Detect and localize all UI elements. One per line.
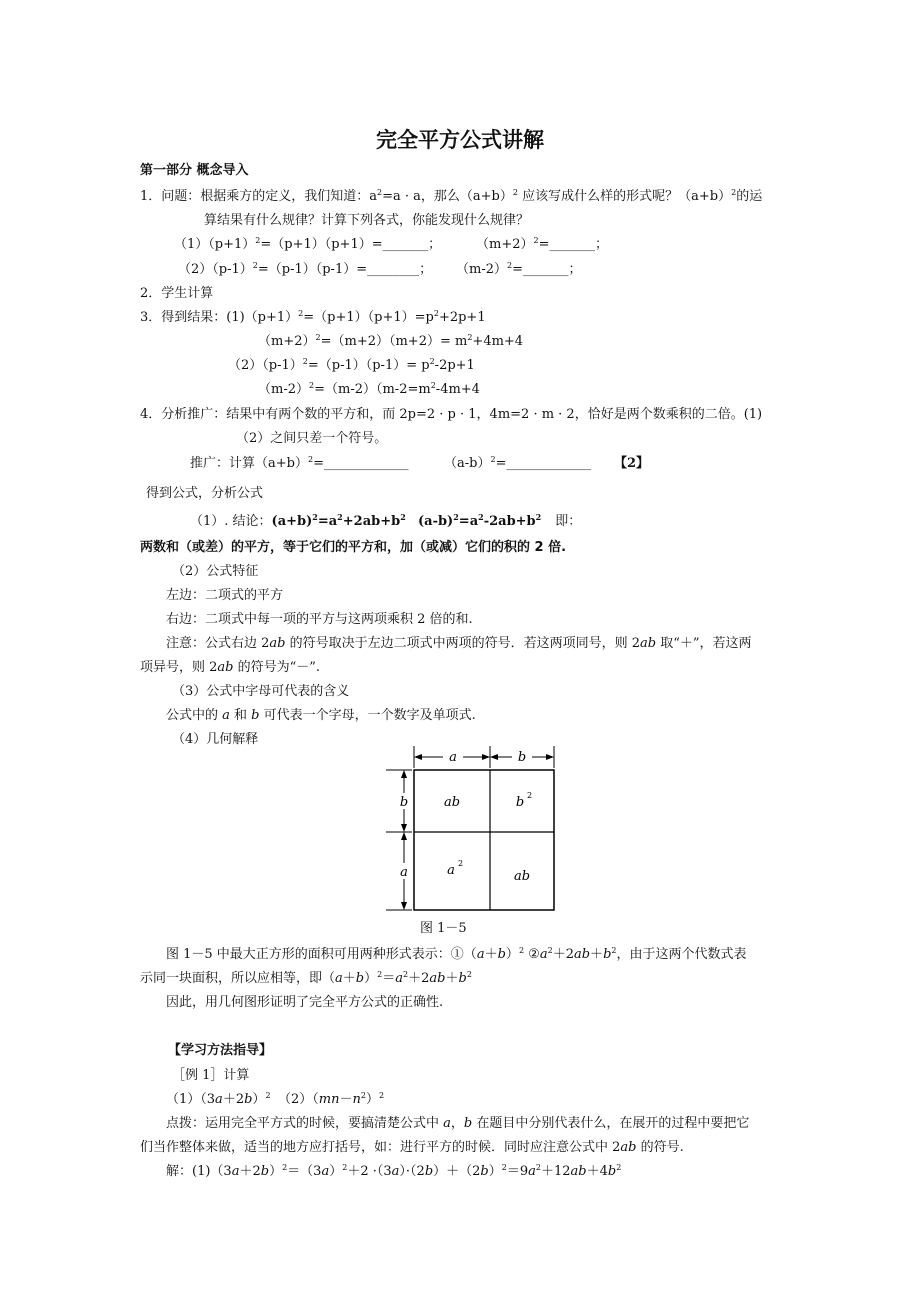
conclusion-line: （1）. 结论：$(a+b)^2=a^2+2ab+b^2$	[190, 512, 406, 529]
arrow-head	[401, 824, 407, 832]
method-heading: 【学习方法指导】	[168, 1043, 273, 1058]
geometry-figure	[384, 744, 564, 916]
generalize-line: 推广：计算$(a+b)^2=\_\_\_\_\_\_\_\_\_\_\_\_\_$	[190, 455, 409, 471]
exercise-line-1: $(1)(p+1)^2=(p+1)(p+1)=\_\_\_\_\_\_\_$；	[174, 236, 442, 252]
example-items-b: $(2)(mn-n^2)^2$	[278, 1091, 385, 1107]
top-a-label: a	[449, 750, 457, 765]
result-line-3: $(2)(p-1)^2=(p-1)(p-1)= p^2-2p+1$	[228, 357, 475, 373]
arrow-head	[414, 754, 422, 760]
left-b-label: b	[399, 795, 409, 810]
formula-rule: 两数和（或差）的平方，等于它们的平方和，加（或减）它们的积的 2 倍.	[140, 540, 567, 555]
cell-a-squared: a	[447, 863, 455, 878]
result-line-2: $(m+2)^2=(m+2)(m+2)= m^2+4m+4$	[258, 333, 524, 349]
question-line-2: 算结果有什么规律？计算下列各式，你能发现什么规律？	[204, 213, 530, 228]
analysis-line-2: （2）之间只差一个符号。	[236, 431, 388, 446]
outer-square	[414, 770, 554, 910]
generalize-line-b: $(a-b)^2=\_\_\_\_\_\_\_\_\_\_\_\_\_$	[444, 455, 591, 471]
meaning-heading: （3）公式中字母可代表的含义	[172, 684, 350, 699]
section-heading: 第一部分 概念导入	[140, 163, 249, 178]
hint-line-2: 们当作整体来做，适当的地方应打括号，如：进行平方的时候．同时应注意公式中 2ab 的符号.	[140, 1140, 684, 1155]
top-b-label: b	[517, 750, 527, 765]
result-line-4: $(m-2)^2=(m-2)(m-2=m^2-4m+4$	[258, 381, 480, 397]
arrow-head	[546, 754, 554, 760]
meaning-line: 公式中的 a 和 b 可代表一个字母，一个数字及单项式.	[166, 708, 476, 723]
cell-a-squared-exp: 2	[458, 859, 464, 868]
note-line-1: 注意：公式右边 2ab 的符号取决于左边二项式中两项的符号．若这两项同号，则 2ab 取“＋”，若这两	[166, 636, 752, 651]
example-title: ［例 1］计算	[172, 1068, 250, 1083]
note-line-2: 项异号，则 2ab 的符号为“－”.	[140, 660, 321, 675]
right-side-line: 右边：二项式中每一项的平方与这两项乘积 2 倍的和.	[166, 612, 473, 627]
reference-tag: 【2】	[614, 456, 650, 471]
therefore-line: 因此，用几何图形证明了完全平方公式的正确性.	[166, 995, 444, 1010]
exercise-line-2: $(2)(p-1)^2=(p-1)(p-1)=\_\_\_\_\_\_\_\_$；	[178, 261, 433, 277]
arrow-head	[401, 902, 407, 910]
left-a-label: a	[400, 865, 408, 880]
area-line-2: 示同一块面积，所以应相等，即$(a+b)^2=a^2+2ab+b^2$	[140, 970, 472, 986]
cell-ab-bottom: ab	[513, 869, 531, 884]
solution-line: 解：$(1)(3a+2b)^2=(3a)^2+2 \cdot(3a)\cdot(2b)+(2b)^2=9a^2+12ab+4b^2$	[166, 1163, 622, 1179]
arrow-head	[482, 754, 490, 760]
geometry-heading: （4）几何解释	[172, 732, 259, 747]
arrow-head	[401, 832, 407, 840]
conclusion-line-b: $(a-b)^2=a^2-2ab+b^2$ 即：	[418, 512, 582, 529]
exercise-line-2b: $(m-2)^2=\_\_\_\_\_\_\_$；	[456, 261, 582, 277]
left-side-line: 左边：二项式的平方	[166, 588, 284, 603]
arrow-head	[401, 770, 407, 778]
area-line-1: 图 1－5 中最大正方形的面积可用两种形式表示：$①(a+b)^2$ $②a^2+2ab+b^2$，由于这两个代数式表	[166, 946, 747, 962]
figure-caption: 图 1－5	[420, 921, 467, 936]
get-formula-line: 得到公式，分析公式	[146, 486, 264, 501]
analysis-line-1: 4．分析推广：结果中有两个数的平方和，而 2p=2 · p · 1，4m=2 · m · 2，恰好是两个数乘积的二倍。(1)	[140, 407, 763, 422]
exercise-line-1b: $(m+2)^2=\_\_\_\_\_\_\_$；	[476, 236, 608, 252]
cell-ab-top: ab	[443, 795, 461, 810]
example-items: $(1)(3a+2b)^2$	[166, 1091, 271, 1107]
question-line-1: 1．问题：根据乘方的定义，我们知道：$a^2=a \cdot a$，那么$(a+b)^2$ 应该写成什么样的形式呢？$(a+b)^2$的运	[140, 188, 763, 204]
cell-b-squared: b	[515, 795, 525, 810]
hint-line-1: 点拨：运用完全平方式的时候，要搞清楚公式中 a，b 在题目中分别代表什么，在展开的过程中要把它	[166, 1116, 750, 1131]
arrow-head	[490, 754, 498, 760]
page-title: 完全平方公式讲解	[376, 128, 544, 152]
step-2: 2．学生计算	[140, 286, 214, 301]
features-heading: （2）公式特征	[172, 564, 259, 579]
result-line-1: 3．得到结果：$(1)(p+1)^2=(p+1)(p+1)=p^2+2p+1$	[140, 309, 486, 325]
cell-b-squared-exp: 2	[527, 791, 533, 800]
